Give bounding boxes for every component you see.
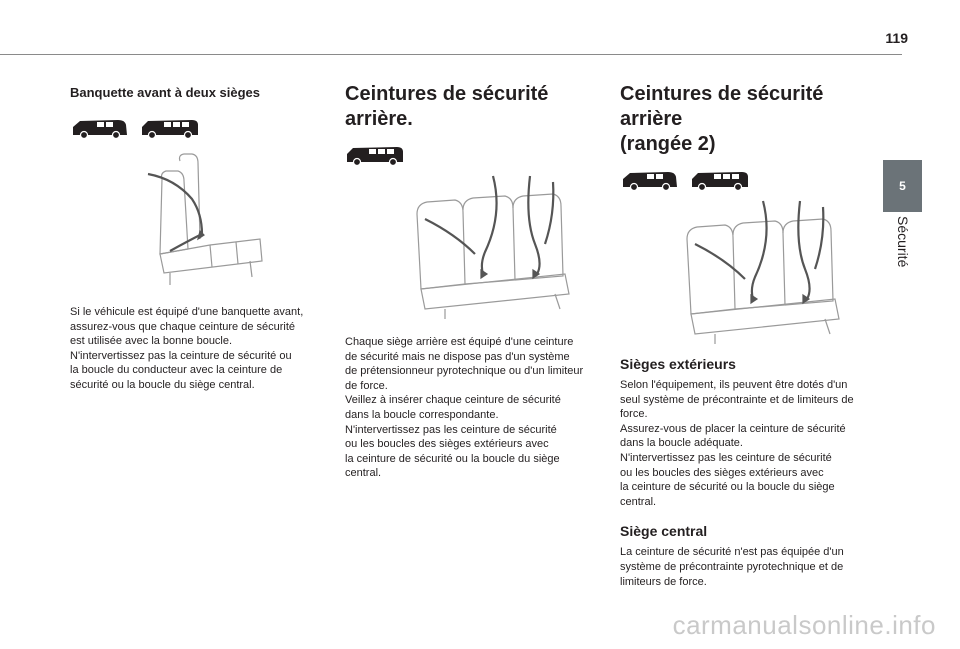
right-vehicle-icons — [620, 169, 880, 191]
chapter-title: Sécurité — [895, 216, 911, 268]
front-bench-seatbelt-illustration — [140, 149, 330, 289]
page-number: 119 — [885, 30, 908, 46]
car-short-icon — [620, 169, 680, 191]
header-rule — [0, 54, 902, 55]
section-center-seat-text: La ceinture de sécurité n'est pas équipée d'un système de précontrainte pyrotechnique et de limiteurs de force. — [620, 546, 844, 588]
middle-heading: Ceintures de sécurité arrière. — [345, 83, 549, 130]
middle-column — [345, 80, 605, 481]
left-vehicle-icons — [70, 117, 330, 139]
chapter-tab[interactable]: 5 — [883, 160, 922, 212]
rear-seatbelt-illustration — [405, 174, 605, 319]
section-outer-seats-text: Selon l'équipement, ils peuvent être dotés d'un seul système de précontrainte et de limiteurs de force. Assurez-vous de placer la ceinture de sécurité dans la boucle adéquate. N'intervertissez pas les ceinture de sécurité ou les boucles des sièges extérieurs avec la ceinture de sécurité ou la boucle du siège central. — [620, 379, 854, 508]
left-column — [70, 80, 330, 393]
right-heading: Ceintures de sécurité arrière (rangée 2) — [620, 83, 824, 155]
section-center-seat-title: Siège central — [620, 523, 708, 540]
car-long-icon — [140, 117, 200, 139]
middle-body-text: Chaque siège arrière est équipé d'une ceinture de sécurité mais ne dispose pas d'un système de prétensionneur pyrotechnique ou d'un limiteur de force. Veillez à insérer chaque ceinture de sécurité dans la boucle correspondante. N'intervertissez pas les ceinture de sécurité ou les boucles des sièges extérieurs avec la ceinture de sécurité ou la boucle du siège central. — [345, 336, 584, 480]
car-long-icon — [345, 144, 405, 166]
left-body-text: Si le véhicule est équipé d'une banquette avant, assurez-vous que chaque ceinture de sécurité est utilisée avec la bonne boucle. N'intervertissez pas la ceinture de sécurité ou la boucle du conducteur avec la ceinture de sécurité ou la boucle du siège central. — [70, 306, 304, 391]
section-outer-seats-title: Sièges extérieurs — [620, 356, 736, 372]
watermark: carmanualsonline.info — [672, 610, 936, 640]
row2-seatbelt-illustration — [675, 199, 880, 344]
middle-vehicle-icons — [345, 144, 605, 166]
right-column — [620, 80, 880, 589]
left-heading: Banquette avant à deux sièges — [70, 85, 261, 100]
car-short-icon — [70, 117, 130, 139]
car-long-icon — [690, 169, 750, 191]
